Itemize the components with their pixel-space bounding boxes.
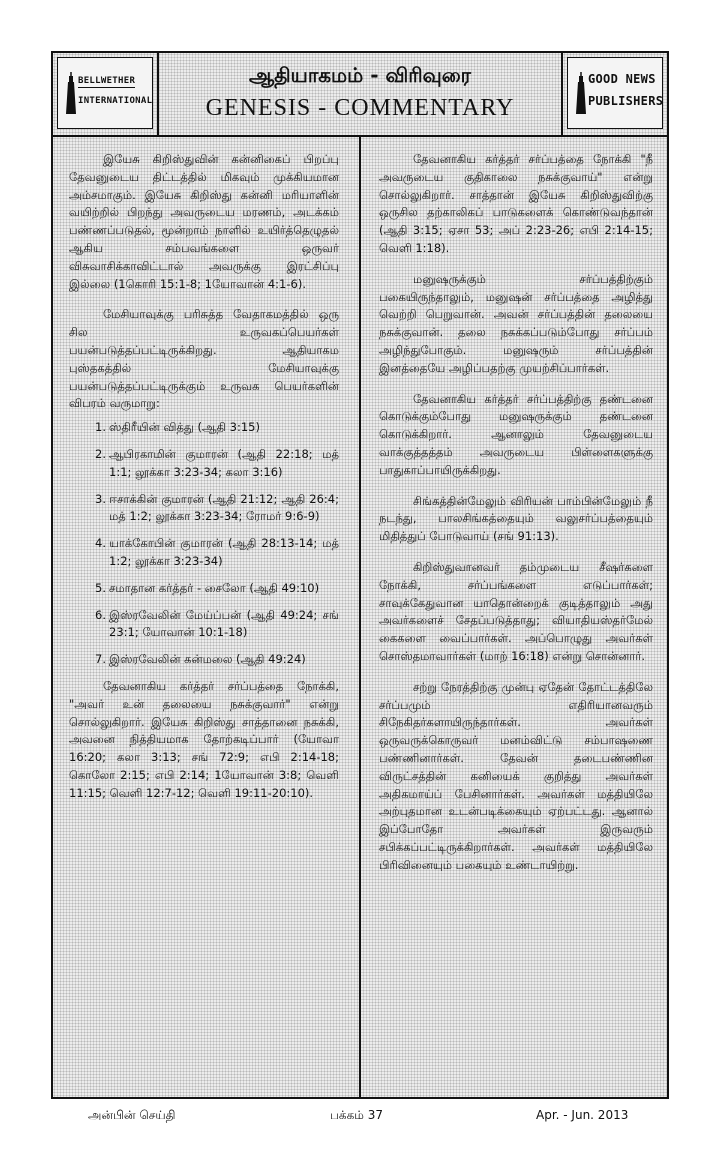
logo-right-line1: GOOD NEWS: [588, 72, 656, 86]
bellwether-logo: [57, 57, 153, 129]
page-footer: [0, 1104, 724, 1128]
good-news-logo: [567, 57, 663, 129]
list-item: 1. ஸ்திரீயின் வித்து (ஆதி 3:15): [95, 420, 260, 435]
paragraph: சற்று நேரத்திற்கு முன்பு ஏதேன் தோட்டத்திலே சர்ப்பமும் எதிரியானவரும் சிநேகிதர்களாயிருந்தார்கள். அவர்கள் ஒருவருக்கொருவர் மனம்விட்டு சம்பாஷணை பண்ணினார்கள். தேவன் தடைபண்ணின விருட்சத்தின் கனியைக் குறித்து அவர்கள் அதிகமாய்ப் பேசினார்கள். அவர்கள் மத்தியிலே அற்புதமான உடன்படிக்கையும் ஏற்பட்டது. ஆனால் இப்போதோ அவர்கள் இருவரும் சபிக்கப்பட்டிருக்கிறார்கள். அவர்கள் மத்தியிலே பிரிவினையும் பகையும் உண்டாயிற்று.: [379, 679, 653, 872]
paragraph: கிறிஸ்துவானவர் தம்முடைய சீஷர்களை நோக்கி, சர்ப்பங்களை எடுப்பார்கள்; சாவுக்கேதுவான யாதொன்றைக் குடித்தாலும் அது அவர்களைச் சேதப்படுத்தாது; வியாதியஸ்தர்மேல் கைகளை வைப்பார்கள். அப்பொழுது அவர்கள் சொஸ்தமாவார்கள் (மாற் 16:18) என்று சொன்னார்.: [379, 559, 653, 663]
left-column: [69, 151, 339, 816]
paragraph: மனுஷருக்கும் சர்ப்பத்திற்கும் பகையிருந்தாலும், மனுஷன் சர்ப்பத்தை அழித்து வெற்றி பெறுவான். அவன் சர்ப்பத்தின் தலையை நசுக்குவான். தலை நசுக்கப்படும்போது சர்ப்பம் அழிந்துபோகும். மனுஷரும் சர்ப்பத்தின் இனத்தையே அழிப்பதற்கு முயற்சிப்பார்கள்.: [379, 271, 653, 375]
right-column: [379, 151, 653, 887]
footer-magazine-name: அன்பின் செய்தி: [88, 1108, 176, 1122]
list-item: 4. யாக்கோபின் குமாரன் (ஆதி 28:13-14; மத் 1:2; லூக்கா 3:23-34): [95, 536, 339, 568]
list-item: 3. ஈசாக்கின் குமாரன் (ஆதி 21:12; ஆதி 26:4; மத் 1:2; லூக்கா 3:23-34; ரோமர் 9:6-9): [95, 491, 339, 524]
header-separator-right: [561, 53, 563, 135]
logo-left-line1: BELLWETHER: [78, 76, 136, 86]
paragraph: சிங்கத்தின்மேலும் விரியன் பாம்பின்மேலும் நீ நடந்து, பாலசிங்கத்தையும் வலுசர்ப்பத்தையும் மிதித்துப் போடுவாய் (சங் 91:13).: [379, 493, 653, 544]
title-tamil: ஆதியாகமம் - விரிவுரை: [248, 63, 472, 87]
footer-issue-date: Apr. - Jun. 2013: [536, 1108, 629, 1122]
paragraph: இயேசு கிறிஸ்துவின் கன்னிகைப் பிறப்பு தேவனுடைய திட்டத்தில் மிகவும் முக்கியமான அம்சமாகும். இயேசு கிறிஸ்து கன்னி மரியாளின் வயிற்றில் பிறந்து அவருடைய மரணம், அடக்கம் பண்ணப்படுதல், மூன்றாம் நாளில் உயிர்த்தெழுதல் ஆகிய சம்பவங்களை ஒருவர் விசுவாசிக்காவிட்டால் அவருக்கு இரட்சிப்பு இல்லை (1கொரி 15:1-8; 1யோவான் 4:1-6).: [69, 152, 339, 291]
list-item: 6. இஸ்ரவேலின் மேய்ப்பன் (ஆதி 49:24; சங் 23:1; யோவான் 10:1-18): [95, 607, 339, 640]
column-divider: [359, 135, 361, 1097]
page-frame: [51, 51, 669, 1099]
lighthouse-icon: [64, 72, 78, 116]
list-item: 5. சமாதான கர்த்தர் - சைலோ (ஆதி 49:10): [95, 580, 320, 595]
list-item: 7. இஸ்ரவேலின் கன்மலை (ஆதி 49:24): [95, 652, 306, 667]
paragraph: தேவனாகிய கர்த்தர் சர்ப்பத்திற்கு தண்டனை கொடுக்கும்போது மனுஷருக்கும் தண்டனை கொடுக்கிறார். ஆனாலும் தேவனுடைய வாக்குத்தத்தம் அவருடைய பிள்ளைகளுக்கு பாதுகாப்பாயிருக்கிறது.: [379, 391, 653, 477]
lighthouse-icon: [574, 72, 588, 116]
paragraph: தேவனாகிய கர்த்தர் சர்ப்பத்தை நோக்கி "நீ அவருடைய குதிகாலை நசுக்குவாய்" என்று சொல்லுகிறார். சாத்தான் இயேசு கிறிஸ்துவிற்கு ஒருசில தற்காலிகப் பாடுகளைக் கொண்டுவந்தான் (ஆதி 3:15; ஏசா 53; அப் 2:23-26; எபி 2:14-15; வெளி 1:18).: [379, 152, 653, 255]
title-english: GENESIS - COMMENTARY: [205, 95, 515, 121]
list-item: 2. ஆபிரகாமின் குமாரன் (ஆதி 22:18; மத் 1:1; லூக்கா 3:23-34; கலா 3:16): [95, 446, 339, 479]
header: [53, 53, 667, 137]
footer-page-number: பக்கம் 37: [330, 1108, 384, 1122]
messiah-names-list: [69, 419, 339, 669]
paragraph: மேசியாவுக்கு பரிசுத்த வேதாகமத்தில் ஒரு சில உருவகப்பெயர்கள் பயன்படுத்தப்பட்டிருக்கிறது. ஆதியாகம புஸ்தகத்தில் மேசியாவுக்கு பயன்படுத்தப்பட்டிருக்கும் உருவக பெயர்களின் விபரம் வருமாறு:: [69, 307, 339, 411]
logo-right-line2: PUBLISHERS: [588, 94, 664, 108]
paragraph: தேவனாகிய கர்த்தர் சர்ப்பத்தை நோக்கி, "அவர் உன் தலையை நசுக்குவார்" என்று சொல்லுகிறார். இயேசு கிறிஸ்து சாத்தானை நசுக்கி, அவனை நித்தியமாக தோற்கடிப்பார் (யோவா 16:20; கலா 3:13; சங் 72:9; எபி 2:14-18; கொலோ 2:15; எபி 2:14; 1யோவான் 3:8; வெளி 11:15; வெளி 12:7-12; வெளி 19:11-20:10).: [69, 678, 339, 800]
logo-left-line2: INTERNATIONAL: [78, 96, 153, 106]
